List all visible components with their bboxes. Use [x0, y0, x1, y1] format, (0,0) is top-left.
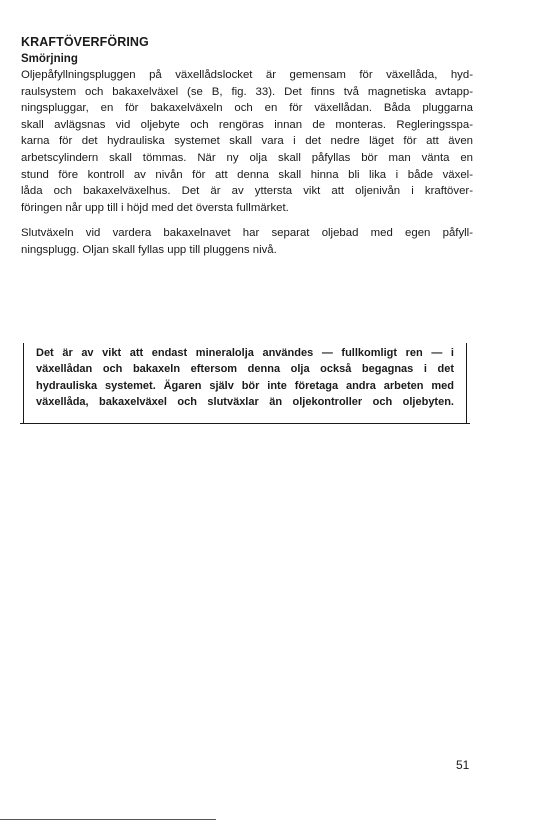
paragraph-oil-filling [21, 67, 473, 216]
paragraph-line: föringen når upp till i höjd med det översta fullmärket. [21, 201, 289, 214]
notice-line: hydrauliska systemet. Ägaren själv bör inte företaga andra arbeten med [36, 379, 454, 392]
page-number: 51 [456, 758, 470, 772]
paragraph-line: ningspluggar, en för bakaxelväxeln och en för växellådan. Båda pluggarna [21, 102, 473, 115]
paragraph-final-drive [21, 225, 473, 258]
paragraph-line: arbetscylindern skall tömmas. När ny olja skall påfyllas bör man vänta en [21, 151, 473, 164]
notice-text [36, 345, 454, 410]
important-notice-box [23, 343, 467, 423]
paragraph-line: karna för det hydrauliska systemet skall vara i det nedre läget för att även [21, 135, 473, 148]
paragraph-line: låda och bakaxelväxelhus. Det är av yttersta vikt att oljenivån i kraftöver- [21, 185, 473, 198]
paragraph-line: stund före kontroll av nivån för att denna skall hinna bli lika i både växel- [21, 168, 473, 181]
notice-line: Det är av vikt att endast mineralolja användes — fullkomligt ren — i [36, 347, 454, 359]
paragraph-line: raulsystem och bakaxelväxel (se B, fig. 33). Det finns två magnetiska avtapp- [21, 85, 473, 98]
paragraph-line: Slutväxeln vid vardera bakaxelnavet har separat oljebad med egen påfyll- [21, 227, 473, 239]
notice-bottom-rule [20, 423, 470, 424]
subheading-lubrication: Smörjning [21, 53, 78, 65]
page-edge-line [0, 819, 216, 820]
section-title: KRAFTÖVERFÖRING [21, 35, 149, 49]
paragraph-line: skall avlägsnas vid oljebyte och rengöras innan de monteras. Regleringsspa- [21, 118, 473, 131]
notice-line: växellådan och bakaxeln eftersom denna olja också begagnas i det [36, 363, 454, 376]
notice-line: växellåda, bakaxelväxel och slutväxlar än oljekontroller och oljebyten. [36, 395, 454, 408]
paragraph-line: Oljepåfyllningspluggen på växellådslocket är gemensam för växellåda, hyd- [21, 69, 473, 81]
paragraph-line: ningsplugg. Oljan skall fyllas upp till pluggens nivå. [21, 243, 277, 256]
